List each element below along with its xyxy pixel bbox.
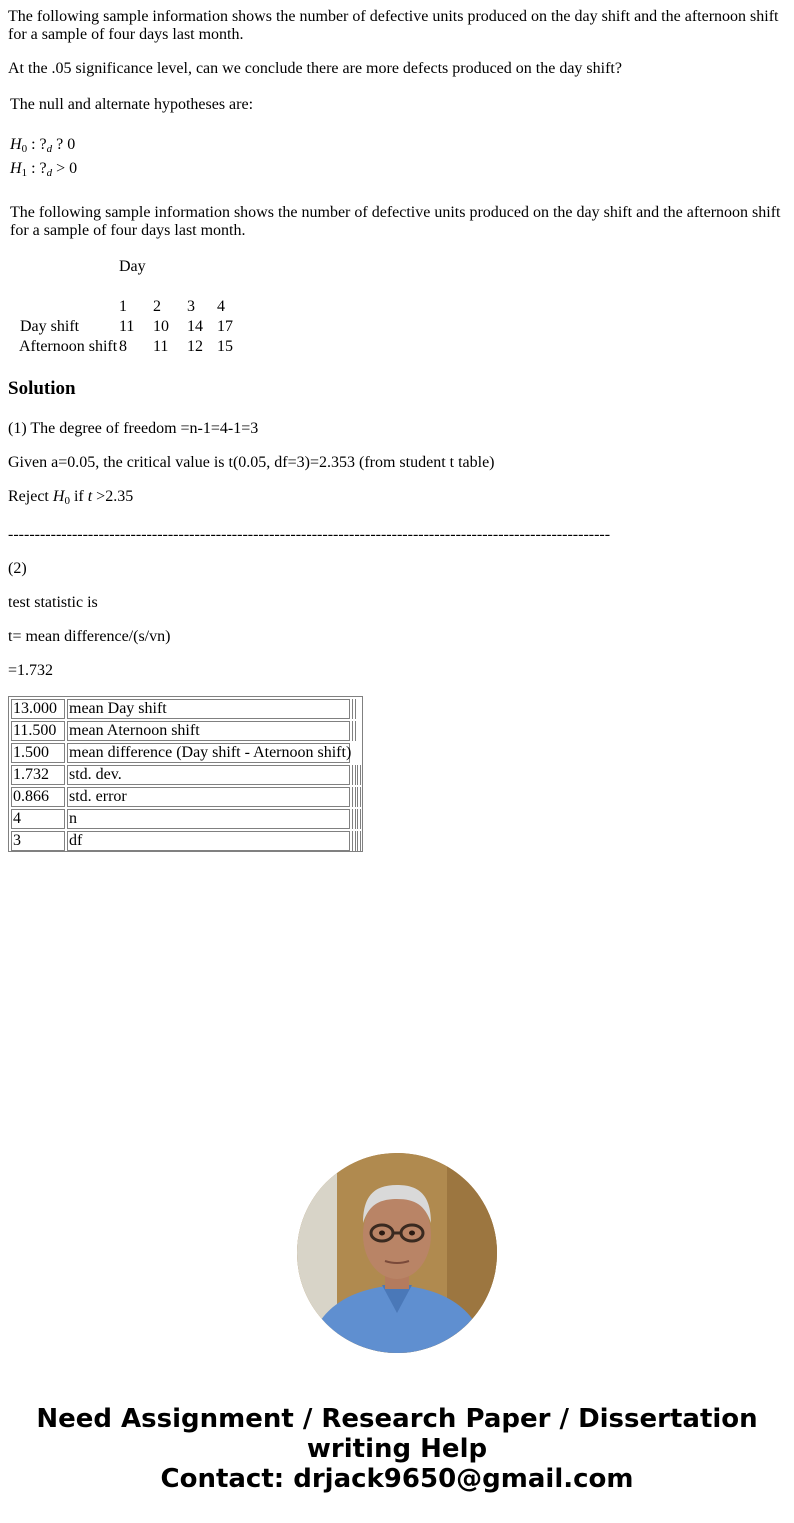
- h1-part1: : ?: [27, 160, 47, 177]
- promo-line-2: writing Help: [306, 1434, 488, 1464]
- reject-h-symbol: H: [52, 488, 65, 505]
- alternate-hypothesis: [10, 160, 77, 178]
- reject-mid: if: [69, 488, 88, 505]
- h0-d-subscript: d: [46, 143, 53, 155]
- stats-label: mean Aternoon shift: [67, 721, 350, 741]
- stats-empty-cell: [352, 809, 356, 829]
- stats-empty-cell: [352, 721, 356, 741]
- h0-symbol: H: [10, 136, 22, 153]
- result-line: =1.732: [8, 662, 54, 679]
- stats-value: 11.500: [11, 721, 65, 741]
- day-number: 1: [119, 298, 127, 315]
- h1-subscript: 1: [21, 167, 28, 179]
- step-two-label: (2): [8, 560, 27, 577]
- stats-empty-cell: [357, 831, 361, 851]
- question-paragraph: At the .05 significance level, can we conclude there are more defects produced on the day shift?: [8, 60, 622, 77]
- stats-label: std. dev.: [67, 765, 350, 785]
- degrees-of-freedom-line: (1) The degree of freedom =n-1=4-1=3: [8, 420, 259, 437]
- stats-value: 0.866: [11, 787, 65, 807]
- h1-d-subscript: d: [46, 167, 53, 179]
- h0-part2: ? 0: [52, 136, 76, 153]
- solution-heading: Solution: [8, 378, 76, 399]
- table-cell: 10: [153, 318, 169, 335]
- promo-footer: [0, 1404, 794, 1494]
- sample-description: The following sample information shows the number of defective units produced on the day shift and the afternoon shift for a sample of four days last month.: [10, 204, 781, 239]
- promo-line-1: Need Assignment / Research Paper / Dissertation: [36, 1404, 758, 1434]
- reject-pre: Reject: [8, 488, 53, 505]
- stats-value: 13.000: [11, 699, 65, 719]
- h0-subscript: 0: [21, 143, 28, 155]
- stats-label: df: [67, 831, 350, 851]
- stats-value: 1.732: [11, 765, 65, 785]
- stats-value: 3: [11, 831, 65, 851]
- formula-line: t= mean difference/(s/vn): [8, 628, 171, 645]
- test-statistic-label: test statistic is: [8, 594, 98, 611]
- stats-label: n: [67, 809, 350, 829]
- day-number: 4: [217, 298, 225, 315]
- stats-empty-cell: [352, 787, 356, 807]
- table-cell: 14: [187, 318, 203, 335]
- stats-table: [8, 696, 363, 852]
- stats-label: std. error: [67, 787, 350, 807]
- avatar: [297, 1153, 497, 1353]
- stats-empty-cell: [357, 765, 361, 785]
- h1-symbol: H: [10, 160, 22, 177]
- author-photo-icon: [297, 1153, 497, 1353]
- divider-line: -----------------------------------------------------------------------------------------------------------------: [8, 526, 611, 543]
- stats-empty-cell: [357, 809, 361, 829]
- reject-h-subscript: 0: [64, 495, 70, 507]
- contact-email: Contact: drjack9650@gmail.com: [160, 1464, 634, 1494]
- row-label-day-shift: Day shift: [20, 318, 80, 335]
- stats-empty-cell: [352, 831, 356, 851]
- stats-empty-cell: [357, 787, 361, 807]
- null-hypothesis: [10, 136, 75, 154]
- table-cell: 12: [187, 338, 203, 355]
- table-cell: 11: [119, 318, 135, 335]
- critical-value-line: Given a=0.05, the critical value is t(0.05, df=3)=2.353 (from student t table): [8, 454, 495, 471]
- table-cell: 8: [119, 338, 127, 355]
- stats-label: mean difference (Day shift - Aternoon shift): [69, 744, 352, 761]
- stats-empty-cell: [352, 765, 356, 785]
- reject-t-symbol: t: [87, 488, 93, 505]
- intro-paragraph: The following sample information shows the number of defective units produced on the day shift and the afternoon shift for a sample of four days last month.: [8, 8, 779, 43]
- stats-label: mean Day shift: [67, 699, 350, 719]
- table-cell: 15: [217, 338, 233, 355]
- stats-value: 4: [11, 809, 65, 829]
- table-cell: 11: [153, 338, 169, 355]
- hypotheses-heading: The null and alternate hypotheses are:: [10, 96, 254, 113]
- h0-part1: : ?: [27, 136, 47, 153]
- reject-rule-line: [8, 488, 133, 506]
- reject-post: >2.35: [92, 488, 134, 505]
- day-number: 2: [153, 298, 161, 315]
- row-label-afternoon-shift: Afternoon shift: [19, 338, 118, 355]
- day-number: 3: [187, 298, 195, 315]
- table-cell: 17: [217, 318, 233, 335]
- table-header-day: Day: [119, 258, 146, 275]
- h1-part2: > 0: [52, 160, 78, 177]
- stats-value: 1.500: [11, 743, 65, 763]
- stats-empty-cell: [352, 699, 356, 719]
